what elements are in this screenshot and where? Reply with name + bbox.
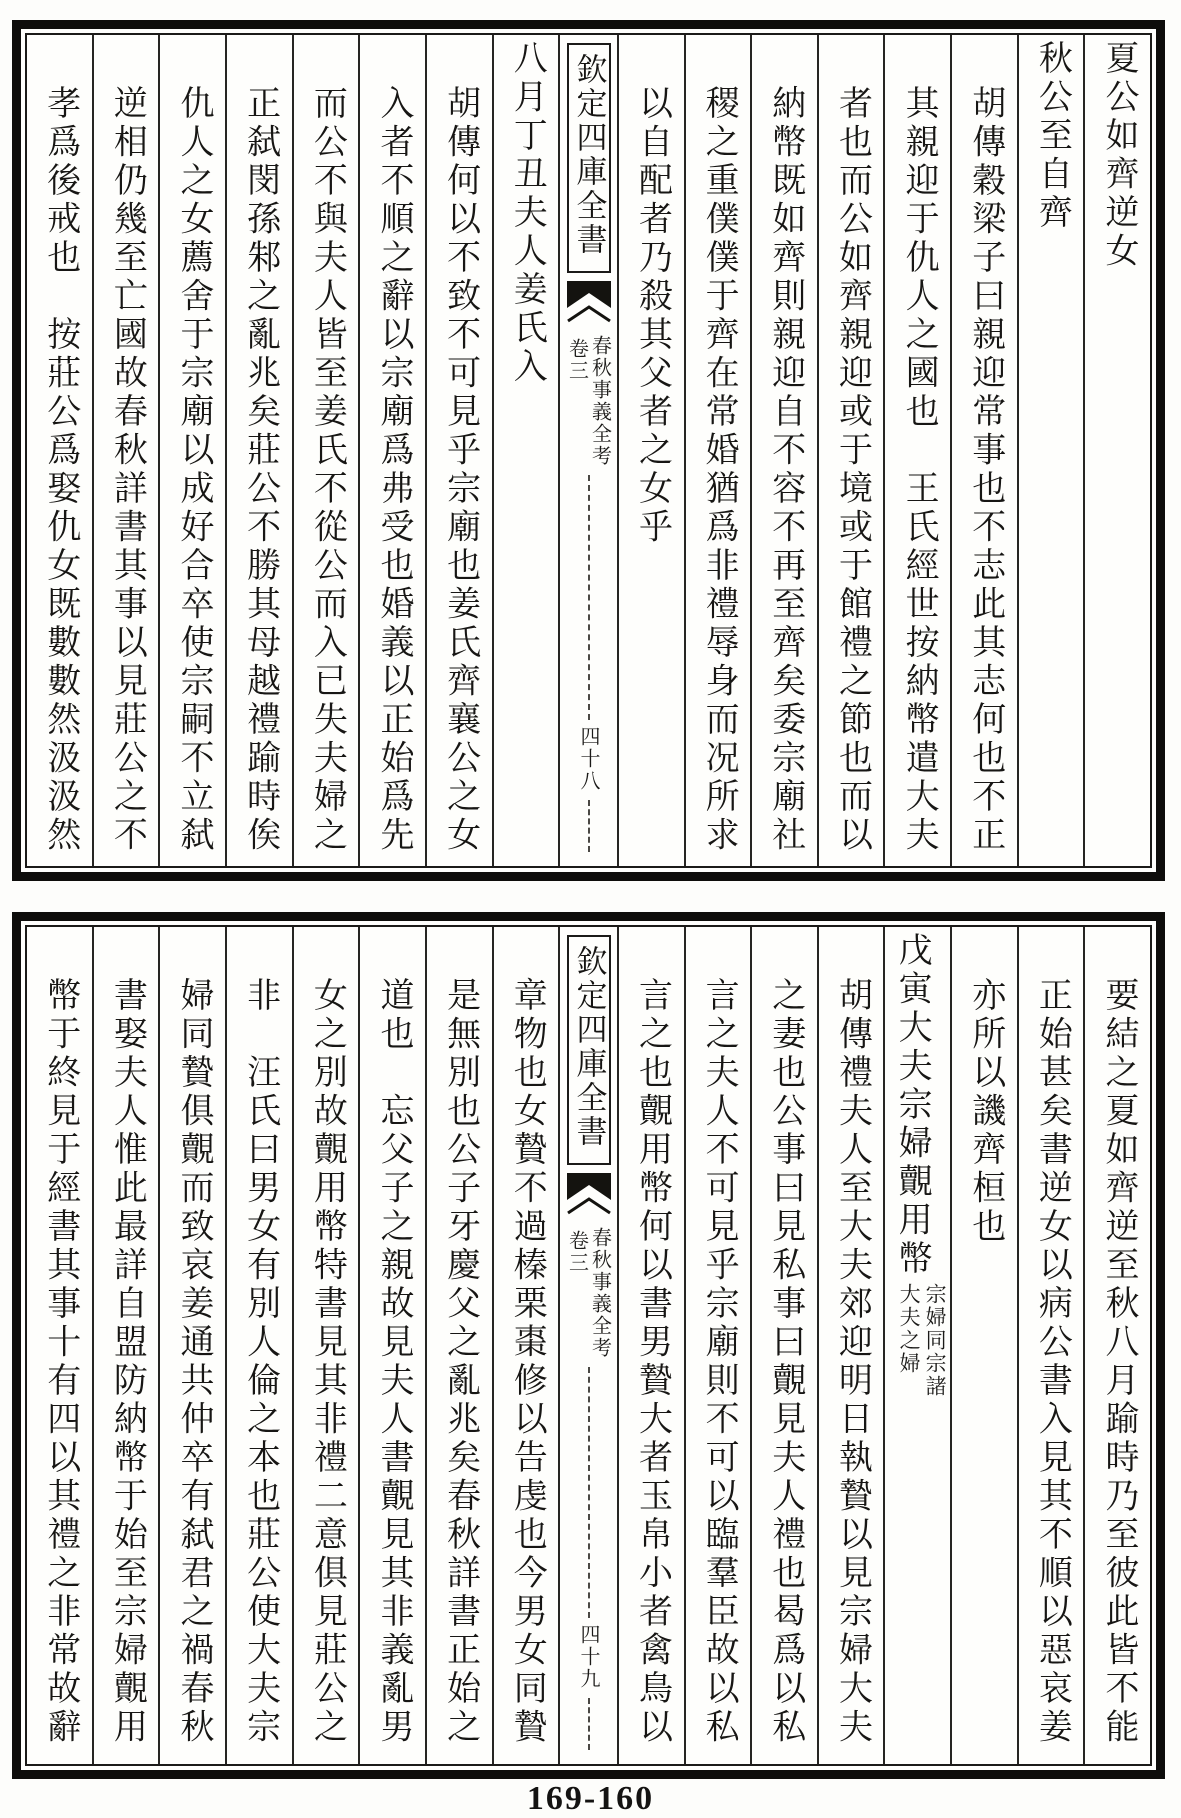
text-column — [1017, 927, 1084, 1764]
column-text: 要結之夏如齊逆至秋八月踰時乃至彼此皆不能 — [1099, 977, 1139, 1747]
note-right-line: 宗婦同宗諸 — [923, 1282, 948, 1398]
text-column — [225, 35, 292, 866]
column-text: 夏公如齊逆女 — [1099, 40, 1139, 271]
column-text: 非 汪氏曰男女有別人倫之本也莊公使大夫宗 — [240, 977, 281, 1747]
text-column — [158, 35, 225, 866]
text-column — [425, 927, 492, 1764]
column-text: 亦所以譏齊桓也 — [965, 977, 1006, 1247]
column-text: 逆相仍幾至亡國故春秋詳書其事以見莊公之不 — [107, 85, 148, 855]
text-column — [158, 927, 225, 1764]
banxin-folio-number: 四十八 — [577, 726, 602, 792]
column-text: 幣于終見于經書其事十有四以其禮之非常故辭 — [40, 977, 81, 1747]
text-column — [27, 35, 92, 866]
column-text: 者也而公如齊親迎或于境或于館禮之節也而以 — [832, 85, 873, 855]
text-column — [27, 927, 92, 1764]
column-text: 書娶夫人惟此最詳自盟防納幣于始至宗婦覿用 — [107, 977, 148, 1747]
banxin-folio-number: 四十九 — [577, 1624, 602, 1690]
banxin-fold-rule — [588, 800, 590, 852]
text-column — [225, 927, 292, 1764]
text-column — [883, 927, 950, 1764]
text-column — [292, 927, 359, 1764]
column-text: 正始甚矣書逆女以病公書入見其不順以惡哀姜 — [1032, 977, 1073, 1747]
banxin-fold-rule — [588, 475, 590, 720]
text-column — [92, 35, 159, 866]
column-text: 孝爲後戒也 按莊公爲娶仇女既數數然汲汲然 — [40, 85, 81, 855]
text-column — [950, 35, 1017, 866]
column-text: 胡傳穀梁子曰親迎常事也不志此其志何也不正 — [965, 85, 1006, 855]
column-text: 秋公至自齊 — [1032, 40, 1073, 233]
banxin-header-cartouche — [567, 43, 611, 273]
column-text: 女之別故覿用幣特書見其非禮二意俱見莊公之 — [307, 977, 348, 1747]
column-text: 言之也覿用幣何以書男贄大者玉帛小者禽鳥以 — [632, 977, 673, 1747]
text-column — [750, 927, 817, 1764]
text-column — [1017, 35, 1084, 866]
column-text: 正弑閔孫邾之亂兆矣莊公不勝其母越禮踰時俟 — [240, 85, 281, 855]
column-text: 其親迎于仇人之國也 王氏經世按納幣遣大夫 — [899, 85, 940, 855]
column-text: 之妻也公事曰見私事曰覿見夫人禮也曷爲以私 — [765, 977, 806, 1747]
text-column — [883, 35, 950, 866]
text-column — [817, 35, 884, 866]
text-column — [684, 35, 751, 866]
banxin-title-group — [566, 335, 612, 467]
text-column — [358, 35, 425, 866]
banxin-column — [558, 35, 617, 866]
column-text: 道也 忘父子之親故見夫人書覿見其非義亂男 — [373, 977, 414, 1747]
text-column — [492, 927, 559, 1764]
fishtail-icon — [567, 1173, 611, 1215]
column-text: 胡傳禮夫人至大夫郊迎明日執贄以見宗婦大夫 — [832, 977, 873, 1747]
column-text: 婦同贄俱覿而致哀姜通共仲卒有弑君之禍春秋 — [174, 977, 215, 1747]
text-column — [750, 35, 817, 866]
text-column — [1083, 35, 1150, 866]
column-text: 仇人之女薦舍于宗廟以成好合卒使宗嗣不立弑 — [174, 85, 215, 855]
text-column — [425, 35, 492, 866]
column-text: 是無別也公子牙慶父之亂兆矣春秋詳書正始之 — [440, 977, 481, 1747]
column-text: 入者不順之辭以宗廟爲弗受也婚義以正始爲先 — [373, 85, 414, 855]
column-text: 章物也女贄不過榛栗棗修以告虔也今男女同贄 — [507, 977, 548, 1747]
text-column — [292, 35, 359, 866]
banxin-juan-label: 卷三 — [565, 1230, 590, 1274]
column-text: 戊寅大夫宗婦覿用幣 — [892, 932, 933, 1279]
text-column — [617, 35, 684, 866]
fishtail-icon — [567, 281, 611, 323]
column-text: 八月丁丑夫人姜氏入 — [507, 40, 548, 387]
column-text: 言之夫人不可見乎宗廟則不可以臨羣臣故以私 — [699, 977, 740, 1747]
text-column — [950, 927, 1017, 1764]
banxin-book-title: 春秋事義全考 — [588, 1227, 613, 1359]
column-text: 而公不與夫人皆至姜氏不從公而入已失夫婦之 — [307, 85, 348, 855]
text-column — [1083, 927, 1150, 1764]
banxin-juan-label: 卷三 — [565, 338, 590, 382]
bottom-half-page-columns — [27, 927, 1150, 1764]
interlinear-note — [896, 1283, 948, 1398]
column-text: 納幣既如齊則親迎自不容不再至齊矣委宗廟社 — [765, 85, 806, 855]
banxin-book-title: 春秋事義全考 — [588, 335, 613, 467]
text-column — [492, 35, 559, 866]
column-text: 稷之重僕僕于齊在常婚猶爲非禮辱身而况所求 — [699, 85, 740, 855]
top-half-page-frame — [12, 20, 1165, 881]
text-column — [617, 927, 684, 1764]
banxin-fold-rule — [588, 1698, 590, 1750]
footer-page-number: 169-160 — [526, 1780, 655, 1817]
top-half-page-columns — [27, 35, 1150, 866]
top-half-page-inner-border — [25, 33, 1152, 868]
banxin-column — [558, 927, 617, 1764]
banxin-fold-rule — [588, 1367, 590, 1618]
banxin-title-group — [566, 1227, 612, 1359]
bottom-half-page-frame — [12, 912, 1165, 1779]
text-column — [684, 927, 751, 1764]
text-column — [358, 927, 425, 1764]
text-column — [817, 927, 884, 1764]
column-text: 胡傳何以不致不可見乎宗廟也姜氏齊襄公之女 — [440, 85, 481, 855]
column-text: 以自配者乃殺其父者之女乎 — [632, 85, 673, 547]
text-column — [92, 927, 159, 1764]
bottom-half-page-inner-border — [25, 925, 1152, 1766]
banxin-header: 欽定四庫全書 — [570, 53, 607, 257]
banxin-header: 欽定四庫全書 — [570, 945, 607, 1149]
banxin-header-cartouche — [567, 935, 611, 1165]
note-left-line: 大夫之婦 — [897, 1282, 922, 1375]
